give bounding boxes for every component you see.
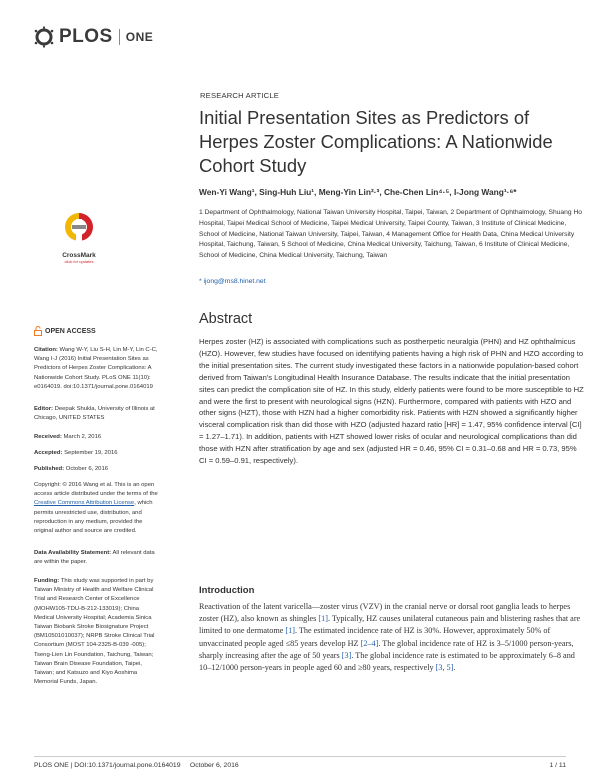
copyright-text-pre: Copyright: © 2016 Wang et al. This is an open access article distributed under the terms of the [34, 482, 158, 498]
abstract-heading: Abstract [199, 311, 253, 327]
crossmark-sub: click for updates [64, 259, 94, 264]
data-availability-text: All relevant data are within the paper. [34, 550, 155, 566]
crossmark-badge[interactable] [59, 211, 99, 264]
funding-label: Funding: [34, 578, 60, 584]
introduction-text [199, 601, 585, 674]
editor-block [34, 405, 159, 423]
citation-text: Wang W-Y, Liu S-H, Lin M-Y, Lin C-C, Wang I-J (2016) Initial Presentation Sites as Predictors of Herpes Zoster Complications: A Nationwide Cohort Study. PLoS ONE 11(10): e0164019. doi:10.1371/journal.pone.0164019 [34, 347, 158, 390]
citation-link[interactable]: [3, 5] [435, 663, 454, 673]
article-type: RESEARCH ARTICLE [200, 91, 280, 100]
affiliations: 1 Department of Ophthalmology, National Taiwan University Hospital, Taipei, Taiwan, 2 Department of Ophthalmology, Shuang Ho Hospital, Taipei Medical School of Medicine, Taipei Medical University, Taipei County, Taiwan, 3 Institute of Clinical Medicine, School of Medicine, National Taiwan University, Taipei, Taiwan, 4 Management Office for Health Data, China Medical University Hospital, Taichung, Taiwan, 5 School of Medicine, China Medical University, Taichung, Taiwan, 6 Institute of Clinical Medicine, School of Medicine, China Medical University, Taichung, Taiwan [199, 209, 582, 260]
data-availability-block [34, 549, 159, 567]
citation-label: Citation: [34, 347, 58, 353]
received-date: March 2, 2016 [63, 434, 102, 440]
plos-one-logo[interactable] [33, 26, 153, 48]
copyright-block [34, 481, 159, 536]
open-access-badge [34, 326, 96, 336]
abstract-text: Herpes zoster (HZ) is associated with complications such as postherpetic neuralgia (PHN) and HZ ophthalmicus (HZO). However, few studies have focused on identifying patients having a high risk of PHN and HZO according to the initial presentation sites. The current study investigated these factors in a nationwide population-based cohort derived from Taiwan's Longitudinal Health Insurance Database. The results indicate that the initial presentation sites can predict the complication site of HZ. In this study, elderly patients were found to be more susceptible to HZ and were the first to present with neurological signs (HZN). Furthermore, compared with patients with HZO and other signs (HZT), those with HZN had a higher comorbidity risk. Patients with HZN showed a significantly higher visceral complication risk than did those with HZO (adjusted hazard ratio [HR] = 1.47, 95% confidence interval [CI] = 1.27–1.71). In addition, patients with HZT showed lower risks of ocular and neurological complications than did those with HZN after stratification by age and sex (adjusted HR = 0.46, 95% CI = 0.31–0.68 and HR = 0.73, 95% CI = 0.59–0.91, respectively). [199, 337, 584, 466]
intro-segment: . The global incidence rate is estimated to be approximately 6–8 and 10–12/1000 person-years in people aged 60 and ≥80 years, respectively [199, 650, 575, 673]
crossmark-label: CrossMark [62, 252, 96, 259]
published-block [34, 465, 159, 474]
citation-link[interactable]: [1] [285, 626, 295, 636]
journal-name: ONE [125, 30, 154, 44]
intro-segment: . Typically, HZ causes unilateral cutaneous pain and blistering rashes that are limited to one dermatome [199, 614, 581, 636]
citation-link[interactable]: [1] [318, 614, 328, 624]
citation-link[interactable]: [2–4] [360, 638, 379, 648]
citation-block [34, 346, 159, 392]
corresponding-email[interactable]: * ijong@ms8.hinet.net [199, 278, 266, 285]
plos-dots-icon [33, 26, 55, 48]
funding-block [34, 577, 159, 687]
open-lock-icon [34, 326, 42, 336]
published-label: Published: [34, 466, 65, 472]
editor-label: Editor: [34, 406, 53, 412]
accepted-block [34, 449, 159, 458]
intro-segment: . The estimated incidence rate of HZ is 30%. However, approximately 50% of unvaccinated people aged ≤85 years develop HZ [199, 626, 551, 648]
accepted-date: September 19, 2016 [64, 450, 118, 456]
author-list: Wen-Yi Wang¹, Sing-Huh Liu¹, Meng-Yin Lin²·³, Che-Chen Lin⁴·⁵, I-Jong Wang¹·⁶* [199, 187, 517, 197]
published-date: October 6, 2016 [65, 466, 108, 472]
plos-wordmark: PLOS [59, 26, 113, 47]
article-title: Initial Presentation Sites as Predictors of Herpes Zoster Complications: A Nationwide Cohort Study [199, 107, 553, 176]
introduction-heading: Introduction [199, 585, 255, 596]
crossmark-icon [59, 211, 99, 255]
footer-divider [34, 756, 566, 757]
citation-link[interactable]: [3] [341, 650, 352, 660]
received-block [34, 433, 159, 442]
accepted-label: Accepted: [34, 450, 63, 456]
page-number: 1 / 11 [549, 762, 566, 769]
intro-segment: . [453, 663, 456, 673]
received-label: Received: [34, 434, 62, 440]
footer-journal-doi-date: PLOS ONE | DOI:10.1371/journal.pone.0164019 October 6, 2016 [34, 762, 239, 769]
editor-text: Deepak Shukla, University of Illinois at Chicago, UNITED STATES [34, 406, 155, 422]
cc-license-link[interactable]: Creative Commons Attribution License [34, 500, 135, 507]
intro-segment: Reactivation of the latent varicella—zoster virus (VZV) in the cranial nerve or dorsal root ganglia leads to herpes zoster (HZ), also known as shingles [199, 602, 571, 624]
data-availability-label: Data Availability Statement: [34, 550, 112, 556]
open-access-label: OPEN ACCESS [45, 327, 96, 335]
funding-text: This study was supported in part by Taiwan Ministry of Health and Welfare Clinical Trial and Research Center of Excellence (MOHW105-TDU-B-212-133019); China Medical University Hospital; Academia Sinica Taiwan Biobank Stroke Biosignature Project (BM10501010037); NRPB Stroke Clinical Trial Consortium (MOST 104-2325-B-039 -005); Tseng-Lien Lin Foundation, Taichung, Taiwan; Taiwan Brain Disease Foundation, Taipei, Taiwan; and Katsuzo and Kiyo Aoshima Memorial Funds, Japan. [34, 578, 155, 686]
logo-divider [119, 29, 120, 45]
copyright-text-post: , which permits unrestricted use, distribution, and reproduction in any medium, provided the original author and source are credited. [34, 500, 153, 535]
intro-segment: . The global incidence rate of HZ is 3–5/1000 person-years, sharply increasing after the age of 50 years [199, 638, 574, 660]
